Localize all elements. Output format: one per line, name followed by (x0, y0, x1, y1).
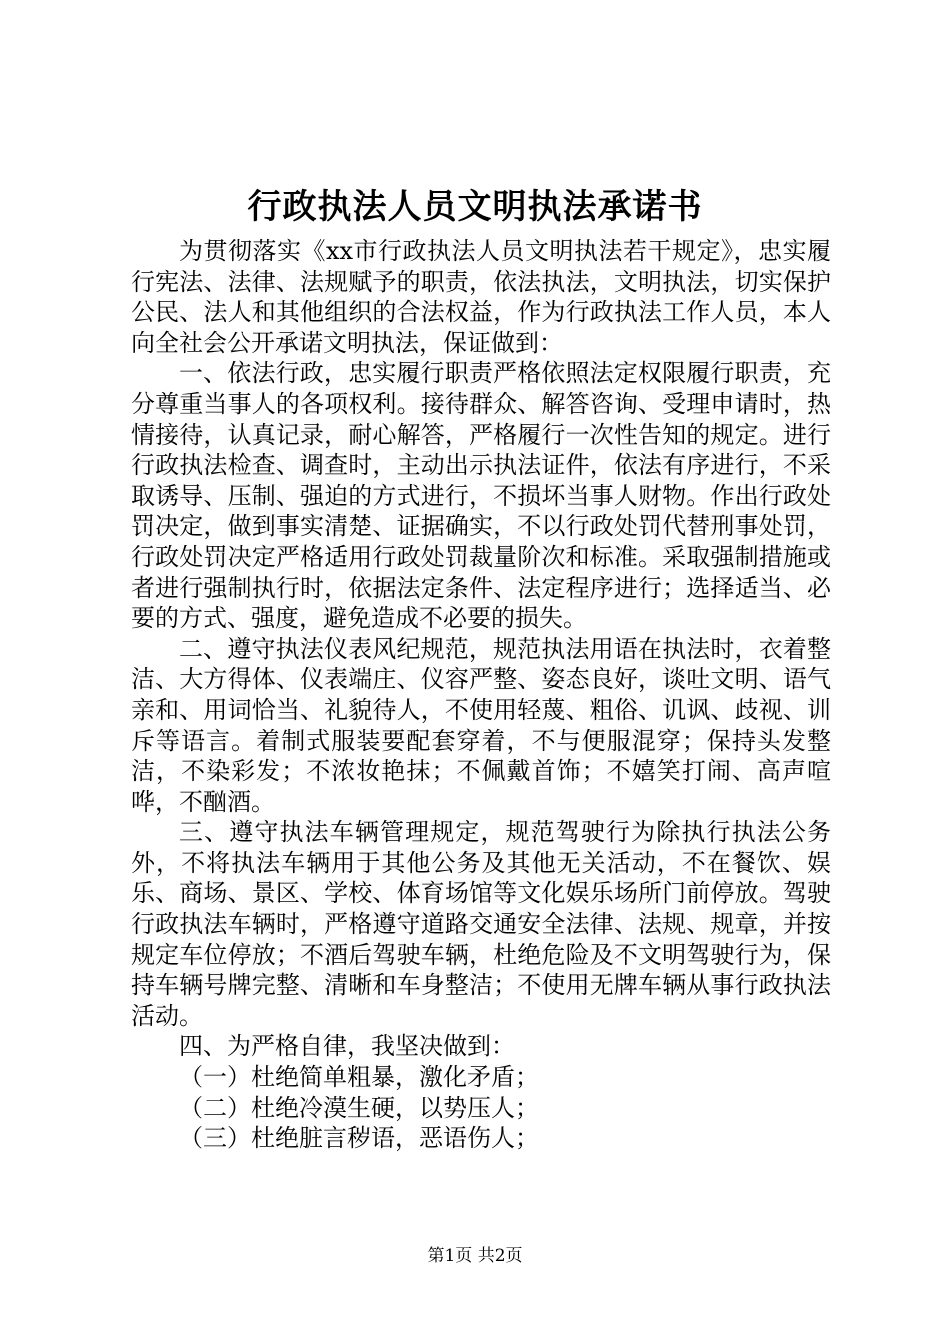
paragraph-section-3: 三、遵守执法车辆管理规定，规范驾驶行为除执行执法公务外，不将执法车辆用于其他公务及其他无关活动，不在餐饮、娱乐、商场、景区、学校、体育场馆等文化娱乐场所门前停放。驾驶行政执法车辆时，严格遵守道路交通安全法律、法规、规章，并按规定车位停放；不酒后驾驶车辆，杜绝危险及不文明驾驶行为，保持车辆号牌完整、清晰和车身整洁；不使用无牌车辆从事行政执法活动。 (131, 818, 831, 1030)
list-item: （二）杜绝冷漠生硬，以势压人； (179, 1093, 539, 1122)
page-number-footer: 第1页 共2页 (427, 1246, 523, 1266)
paragraph-intro: 为贯彻落实《xx市行政执法人员文明执法若干规定》，忠实履行宪法、法律、法规赋予的职责，依法执法，文明执法，切实保护公民、法人和其他组织的合法权益，作为行政执法工作人员，本人向全社会公开承诺文明执法，保证做到： (131, 237, 831, 357)
document-title: 行政执法人员文明执法承诺书 (247, 187, 703, 227)
list-item: （三）杜绝脏言秽语，恶语伤人； (179, 1124, 539, 1153)
paragraph-section-2: 二、遵守执法仪表风纪规范，规范执法用语在执法时，衣着整洁、大方得体、仪表端庄、仪容严整、姿态良好，谈吐文明、语气亲和、用词恰当、礼貌待人，不使用轻蔑、粗俗、讥讽、歧视、训斥等语言。着制式服装要配套穿着，不与便服混穿；保持头发整洁，不染彩发；不浓妆艳抹；不佩戴首饰；不嬉笑打闹、高声喧哗，不酗酒。 (131, 634, 831, 816)
paragraph-section-4: 四、为严格自律，我坚决做到： (179, 1032, 515, 1061)
document-body (131, 236, 831, 1154)
paragraph-section-1: 一、依法行政，忠实履行职责严格依照法定权限履行职责，充分尊重当事人的各项权利。接待群众、解答咨询、受理申请时，热情接待，认真记录，耐心解答，严格履行一次性告知的规定。进行行政执法检查、调查时，主动出示执法证件，依法有序进行，不采取诱导、压制、强迫的方式进行，不损坏当事人财物。作出行政处罚决定，做到事实清楚、证据确实，不以行政处罚代替刑事处罚，行政处罚决定严格适用行政处罚裁量阶次和标准。采取强制措施或者进行强制执行时，依据法定条件、法定程序进行；选择适当、必要的方式、强度，避免造成不必要的损失。 (131, 359, 831, 633)
list-item: （一）杜绝简单粗暴，激化矛盾； (179, 1063, 539, 1092)
